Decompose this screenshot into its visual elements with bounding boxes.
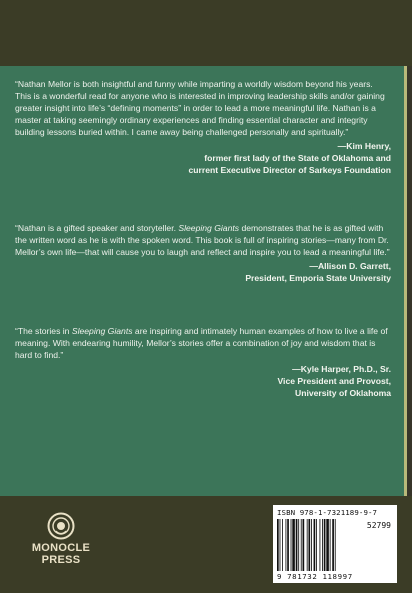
attribution-line: —Kim Henry, (337, 141, 391, 151)
blurb-text-post: demonstrates that he is as gifted with the written word as he is with the spoken word. This book is full of inspiring stories—many from Dr. Mellor’s own life—that will cause you to laugh and reflect and inspire you to lead a meaningful life.” (15, 223, 390, 257)
spine-accent-line (404, 66, 407, 496)
attribution-line: President, Emporia State University (245, 273, 391, 283)
blurb-attribution (15, 260, 391, 284)
attribution-line: former first lady of the State of Oklahoma and (204, 153, 391, 163)
blurb-kim-henry (15, 78, 391, 176)
blurb-attribution (15, 140, 391, 176)
book-title: Sleeping Giants (178, 223, 240, 233)
blurb-text-post: are inspiring and intimately human examples of how to live a life of meaning. With endearing humility, Mellor’s stories offer a combination of joy and wisdom that is hard to find.” (15, 326, 388, 360)
attribution-line: University of Oklahoma (295, 388, 391, 398)
blurb-text (15, 222, 391, 258)
book-title: Sleeping Giants (71, 326, 133, 336)
publisher-logo (22, 512, 100, 572)
blurb-text: “Nathan Mellor is both insightful and funny while imparting a worldly wisdom beyond his years. This is a wonderful read for anyone who is interested in improving leadership skills and/or gaining greater insight into life’s “defining moments” in order to lead a more meaningful life. Nathan is a master at taking seemingly ordinary experiences and finding essential character and integrity building lessons buried within. I came away being challenged personally and spiritually.” (15, 79, 385, 137)
attribution-line: Vice President and Provost, (277, 376, 391, 386)
blurb-text-pre: “The stories in (15, 326, 72, 336)
blurb-attribution (15, 363, 391, 399)
publisher-name-line1: MONOCLE (31, 542, 91, 554)
barcode-number: 9 781732 118997 (277, 572, 353, 581)
monocle-logo-icon (47, 512, 75, 540)
barcode-bars (277, 519, 355, 571)
blurb-allison-garrett (15, 222, 391, 284)
publisher-name-line2: PRESS (41, 554, 81, 566)
isbn-barcode (273, 505, 397, 583)
isbn-label: ISBN 978-1-7321189-9-7 (277, 508, 378, 517)
price-code: 52799 (366, 521, 391, 530)
blurb-text (15, 325, 391, 361)
blurb-kyle-harper (15, 325, 391, 399)
attribution-line: —Kyle Harper, Ph.D., Sr. (292, 364, 391, 374)
attribution-line: —Allison D. Garrett, (309, 261, 391, 271)
blurb-text-pre: “Nathan is a gifted speaker and storyteller. (15, 223, 179, 233)
attribution-line: current Executive Director of Sarkeys Foundation (188, 165, 391, 175)
publisher-name (22, 542, 100, 566)
